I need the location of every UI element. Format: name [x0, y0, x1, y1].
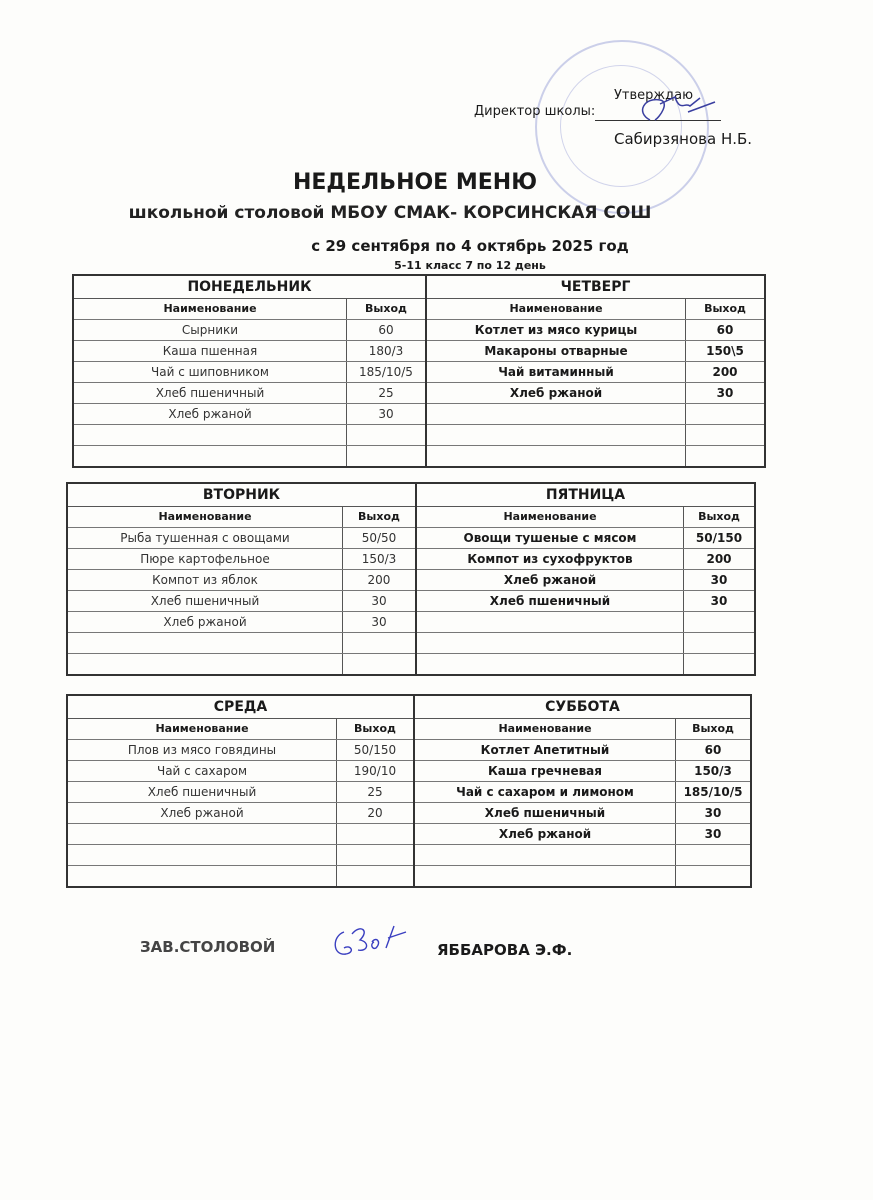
- column-header-row: [74, 299, 425, 320]
- dish-output: 50/150: [683, 528, 754, 548]
- dish-output: [342, 633, 415, 653]
- dish-name: Хлеб ржаной: [160, 806, 244, 820]
- table-row: [415, 866, 750, 886]
- table-row: [427, 320, 764, 341]
- day-menu-1: [425, 276, 764, 466]
- dish-name: Хлеб ржаной: [163, 615, 247, 629]
- dish-output: 150/3: [675, 761, 750, 781]
- column-header-name: Наименование: [498, 722, 592, 735]
- dish-name: [415, 845, 675, 865]
- table-row: [417, 654, 754, 674]
- day-title: ЧЕТВЕРГ: [427, 276, 764, 299]
- dish-output: 60: [675, 740, 750, 760]
- dish-output: 190/10: [336, 761, 413, 781]
- dish-output: [336, 845, 413, 865]
- day-menu-3: [415, 484, 754, 674]
- dish-name: Хлеб пшеничный: [155, 386, 265, 400]
- table-row: [74, 362, 425, 383]
- dish-name: Чай с сахаром: [156, 764, 247, 778]
- column-header-name: Наименование: [163, 302, 257, 315]
- page-subtitle: школьной столовой МБОУ СМАК- КОРСИНСКАЯ СОШ: [128, 203, 652, 223]
- table-row: [74, 446, 425, 466]
- dish-output: 60: [346, 320, 425, 340]
- table-row: [427, 446, 764, 466]
- date-range: с 29 сентября по 4 октябрь 2025 год: [311, 237, 629, 255]
- table-row: [415, 803, 750, 824]
- dish-name: Хлеб ржаной: [503, 573, 597, 587]
- dish-name: Плов из мясо говядины: [127, 743, 277, 757]
- dish-name: Хлеб пшеничный: [150, 594, 260, 608]
- day-menu-4: [68, 696, 413, 886]
- dish-output: 50/50: [342, 528, 415, 548]
- table-row: [74, 341, 425, 362]
- table-row: [68, 612, 415, 633]
- menu-block-tue-fri: [66, 482, 756, 676]
- column-header-row: [68, 719, 413, 740]
- dish-name: [427, 446, 685, 466]
- dish-output: [685, 446, 764, 466]
- dish-name: Пюре картофельное: [140, 552, 270, 566]
- dish-output: 185/10/5: [675, 782, 750, 802]
- table-row: [74, 404, 425, 425]
- column-header-output: Выход: [342, 507, 415, 527]
- dish-name: Чай витаминный: [498, 365, 614, 379]
- dish-output: [675, 866, 750, 886]
- table-row: [68, 528, 415, 549]
- dish-output: 150\5: [685, 341, 764, 361]
- column-header-output: Выход: [346, 299, 425, 319]
- dish-output: 200: [342, 570, 415, 590]
- menu-block-wed-sat: [66, 694, 752, 888]
- dish-output: [342, 654, 415, 674]
- dish-name: Хлеб ржаной: [498, 827, 592, 841]
- menu-block-mon-thu: [72, 274, 766, 468]
- table-row: [415, 761, 750, 782]
- table-row: [68, 633, 415, 654]
- dish-output: 30: [342, 591, 415, 611]
- table-row: [417, 612, 754, 633]
- table-row: [427, 341, 764, 362]
- table-row: [427, 425, 764, 446]
- dish-name: Овощи тушеные с мясом: [463, 531, 637, 545]
- dish-name: [68, 866, 336, 886]
- dish-output: 200: [683, 549, 754, 569]
- dish-output: [346, 446, 425, 466]
- dish-name: Котлет из мясо курицы: [474, 323, 638, 337]
- dish-output: 30: [346, 404, 425, 424]
- dish-output: [336, 866, 413, 886]
- dish-name: Макароны отварные: [484, 344, 628, 358]
- table-row: [415, 782, 750, 803]
- dish-output: 30: [675, 824, 750, 844]
- column-header-row: [68, 507, 415, 528]
- table-row: [68, 761, 413, 782]
- dish-name: Котлет Апетитный: [480, 743, 610, 757]
- dish-name: [74, 446, 346, 466]
- table-row: [68, 740, 413, 761]
- table-row: [415, 824, 750, 845]
- column-header-output: Выход: [675, 719, 750, 739]
- dish-output: [683, 633, 754, 653]
- table-row: [68, 824, 413, 845]
- day-menu-0: [74, 276, 425, 466]
- table-row: [68, 570, 415, 591]
- table-row: [68, 654, 415, 674]
- column-header-name: Наименование: [158, 510, 252, 523]
- column-header-name: Наименование: [509, 302, 603, 315]
- dish-output: 150/3: [342, 549, 415, 569]
- day-title: СУББОТА: [415, 696, 750, 719]
- table-row: [74, 425, 425, 446]
- dish-name: Хлеб пшеничный: [484, 806, 606, 820]
- table-row: [68, 782, 413, 803]
- column-header-name: Наименование: [503, 510, 597, 523]
- dish-name: Компот из яблок: [152, 573, 258, 587]
- dish-output: 50/150: [336, 740, 413, 760]
- day-title: ПЯТНИЦА: [417, 484, 754, 507]
- dish-output: 30: [683, 591, 754, 611]
- table-row: [68, 866, 413, 886]
- table-row: [74, 383, 425, 404]
- dish-name: Сырники: [181, 323, 239, 337]
- canteen-head-name: ЯББАРОВА Э.Ф.: [437, 941, 573, 959]
- dish-output: 25: [346, 383, 425, 403]
- table-row: [427, 404, 764, 425]
- dish-output: 30: [685, 383, 764, 403]
- dish-name: [68, 633, 342, 653]
- dish-output: [683, 654, 754, 674]
- dish-name: [417, 612, 683, 632]
- day-title: ВТОРНИК: [68, 484, 415, 507]
- dish-output: 25: [336, 782, 413, 802]
- director-signature: [630, 92, 720, 126]
- table-row: [415, 740, 750, 761]
- table-row: [68, 591, 415, 612]
- dish-name: Рыба тушенная с овощами: [120, 531, 290, 545]
- column-header-output: Выход: [683, 507, 754, 527]
- dish-output: [683, 612, 754, 632]
- director-name: Сабирзянова Н.Б.: [614, 130, 753, 148]
- dish-output: 185/10/5: [346, 362, 425, 382]
- dish-name: Чай с сахаром и лимоном: [456, 785, 634, 799]
- table-row: [417, 528, 754, 549]
- column-header-output: Выход: [685, 299, 764, 319]
- dish-name: [68, 845, 336, 865]
- dish-name: [68, 654, 342, 674]
- column-header-name: Наименование: [155, 722, 249, 735]
- dish-name: [417, 633, 683, 653]
- school-stamp-inner: [560, 65, 682, 187]
- dish-name: [427, 425, 685, 445]
- table-row: [415, 845, 750, 866]
- table-row: [68, 845, 413, 866]
- dish-output: 30: [675, 803, 750, 823]
- dish-output: [685, 404, 764, 424]
- canteen-head-signature: [330, 920, 410, 964]
- table-row: [417, 549, 754, 570]
- dish-name: Каша гречневая: [487, 764, 602, 778]
- dish-name: Компот из сухофруктов: [467, 552, 633, 566]
- dish-name: Хлеб пшеничный: [147, 785, 257, 799]
- table-row: [68, 549, 415, 570]
- dish-name: Хлеб ржаной: [509, 386, 603, 400]
- table-row: [427, 362, 764, 383]
- table-row: [68, 803, 413, 824]
- column-header-row: [427, 299, 764, 320]
- dish-output: [336, 824, 413, 844]
- table-row: [417, 570, 754, 591]
- dish-output: [675, 845, 750, 865]
- table-row: [427, 383, 764, 404]
- table-row: [74, 320, 425, 341]
- dish-output: 30: [342, 612, 415, 632]
- canteen-head-label: ЗАВ.СТОЛОВОЙ: [140, 938, 276, 956]
- dish-name: [427, 404, 685, 424]
- dish-name: [68, 824, 336, 844]
- dish-output: 20: [336, 803, 413, 823]
- class-info: 5-11 класс 7 по 12 день: [394, 259, 546, 272]
- approve-label: Утверждаю: [614, 88, 694, 103]
- dish-output: 60: [685, 320, 764, 340]
- dish-name: [415, 866, 675, 886]
- page-title: НЕДЕЛЬНОЕ МЕНЮ: [292, 170, 538, 195]
- column-header-output: Выход: [336, 719, 413, 739]
- table-row: [417, 633, 754, 654]
- dish-name: [74, 425, 346, 445]
- column-header-row: [417, 507, 754, 528]
- dish-name: Хлеб пшеничный: [489, 594, 611, 608]
- dish-name: Чай с шиповником: [151, 365, 269, 379]
- day-title: СРЕДА: [68, 696, 413, 719]
- dish-output: [685, 425, 764, 445]
- dish-name: Хлеб ржаной: [168, 407, 252, 421]
- column-header-row: [415, 719, 750, 740]
- dish-name: [417, 654, 683, 674]
- dish-output: 30: [683, 570, 754, 590]
- table-row: [417, 591, 754, 612]
- director-label: Директор школы:: [474, 104, 596, 119]
- day-title: ПОНЕДЕЛЬНИК: [74, 276, 425, 299]
- dish-name: Каша пшенная: [162, 344, 258, 358]
- dish-output: [346, 425, 425, 445]
- day-menu-5: [413, 696, 750, 886]
- dish-output: 200: [685, 362, 764, 382]
- day-menu-2: [68, 484, 415, 674]
- dish-output: 180/3: [346, 341, 425, 361]
